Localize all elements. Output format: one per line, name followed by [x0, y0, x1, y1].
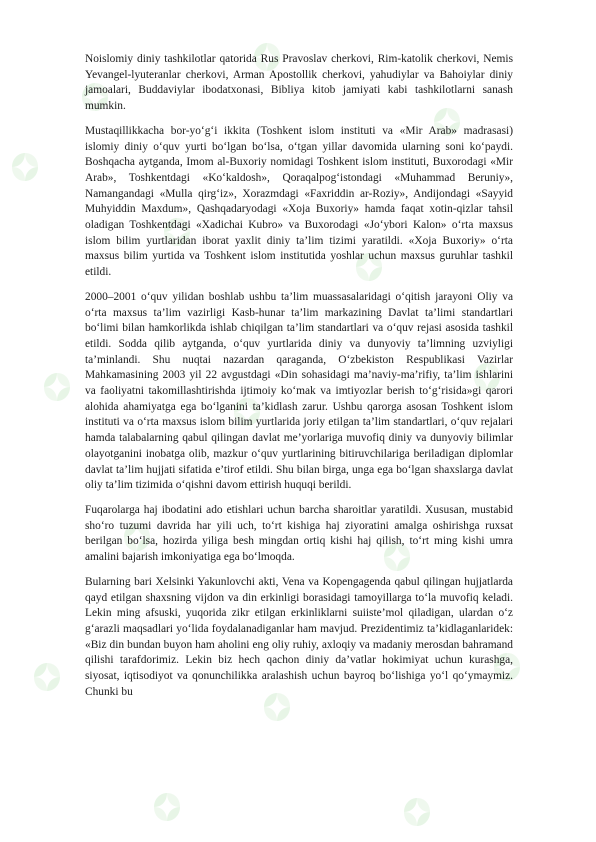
paragraph-2: Mustaqillikkacha bor-yo‘g‘i ikkita (Toshkent islom instituti va «Mir Arab» madrasasi) islomiy diniy o‘quv yurti bo‘lgan bo‘lsa, o‘tgan yillar davomida ularning soni ko‘paydi. Boshqacha aytganda, Imom al-Buxoriy nomidagi Toshkent islom instituti, Buxorodagi «Mir Arab», Toshkentdagi «Ko‘kaldosh», Qoraqalpog‘istondagi «Muhammad Beruniy», Namangandagi «Mulla qirg‘iz», Xorazmdagi «Faxriddin ar-Roziy», Andijondagi «Sayyid Muhyiddin Maxdum», Qashqadaryodagi «Xoja Buxoriy» hamda faqat xotin-qizlar tahsil oladigan Toshkentdagi «Xadichai Kubro» va Buxorodagi «Jo‘ybori Kalon» o‘rta maxsus islom bilim yurtlaridan iborat yaxlit diniy ta’lim tizimi yaratildi. «Xoja Buxoriy» o‘rta maxsus bilim yurtida va Toshkent islom institutida yoshlar uchun maxsus guruhlar tashkil etildi. — [85, 124, 513, 279]
green-leaf-logo-icon — [8, 150, 42, 184]
paragraph-5: Bularning bari Xelsinki Yakunlovchi akti, Vena va Kopengagenda qabul qilingan hujjatlarda qayd etilgan shaxsning vijdon va din erkinligi borasidagi tamoyillarga to‘la muvofiq keladi. Lekin ming afsuski, yuqorida zikr etilgan erkinliklarni suiiste’mol qiladigan, ulardan o‘z g‘arazli maqsadlari yo‘lida foydalanadiganlar ham mavjud. Prezidentimiz ta’kidlaganlaridek: «Biz din bundan buyon ham aholini eng oliy ruhiy, axloqiy va madaniy merosdan bahramand qilishi tarafdorimiz. Lekin biz hech qachon diniy da’vatlar hokimiyat uchun kurashga, siyosat, iqtisodiyot va qonunchilikka aralashish uchun bayroq bo‘lishiga yo‘l qo‘ymaymiz. Chunki bu — [85, 575, 513, 698]
paragraph-1: Noislomiy diniy tashkilotlar qatorida Rus Pravoslav cherkovi, Rim-katolik cherkovi, Nemis Yevangel-lyuteranlar cherkovi, Arman Apostollik cherkovi, yahudiylar va Bahoiylar diniy jamoalari, Buddaviylar ibodatxonasi, Bibliya kitob jamiyati kabi tashkilotlarni sanash mumkin. — [85, 53, 513, 113]
paragraph-4: Fuqarolarga haj ibodatini ado etishlari uchun barcha sharoitlar yaratildi. Xususan, mustabid sho‘ro tuzumi davrida har yili uch, to‘rt kishiga haj ziyoratini amalga oshirishga ruxsat berilgan bo‘lsa, hozirda yiliga besh mingdan ortiq kishi haj qilish, to‘rt ming kishi umra amalini bajarish imkoniyatiga ega bo‘lmoqda. — [85, 503, 513, 564]
green-leaf-logo-icon — [400, 795, 434, 829]
green-leaf-logo-icon — [150, 790, 184, 824]
green-leaf-logo-icon — [30, 660, 64, 694]
green-leaf-logo-icon — [40, 370, 74, 404]
paragraph-3: 2000–2001 o‘quv yilidan boshlab ushbu ta’lim muassasalaridagi o‘qitish jarayoni Oliy va o‘rta maxsus ta’lim vazirligi Kasb-hunar ta’lim markazining Davlat ta’limi standartlari bo‘limi bilan hamkorlikda ishlab chiqilgan ta’lim standartlari va o‘quv rejasi asosida tashkil etildi. Sodda qilib aytganda, o‘quv yurtlarida diniy va dunyoviy ta’limning uzviyligi ta’minlandi. Shu nuqtai nazardan qaraganda, O‘zbekiston Respublikasi Vazirlar Mahkamasining 2003 yil 22 avgustdagi «Din sohasidagi ma’naviy-ma’rifiy, ta’lim ishlarini va faoliyatni takomillashtirishda ijtimoiy ko‘mak va imtiyozlar berish to‘g‘risida»gi qarori alohida ahamiyatga ega bo‘lganini ta’kidlash zarur. Ushbu qarorga asosan Toshkent islom instituti va o‘rta maxsus islom bilim yurtlarida joriy etilgan ta’lim standartlari, o‘quv rejalari hamda talabalarning qabul qilingan davlat me’yorlariga muvofiq diniy va dunyoviy bilimlar olayotganini inobatga olib, mazkur o‘quv yurtlarining bitiruvchilariga beriladigan diplomlar davlat ta’lim hujjati sifatida e’tirof etildi. Shu bilan birga, unga ega bo‘lgan shaxslarga davlat oliy ta’lim tizimida o‘qishni davom ettirish huquqi berildi. — [85, 290, 513, 492]
body-text — [85, 52, 513, 709]
